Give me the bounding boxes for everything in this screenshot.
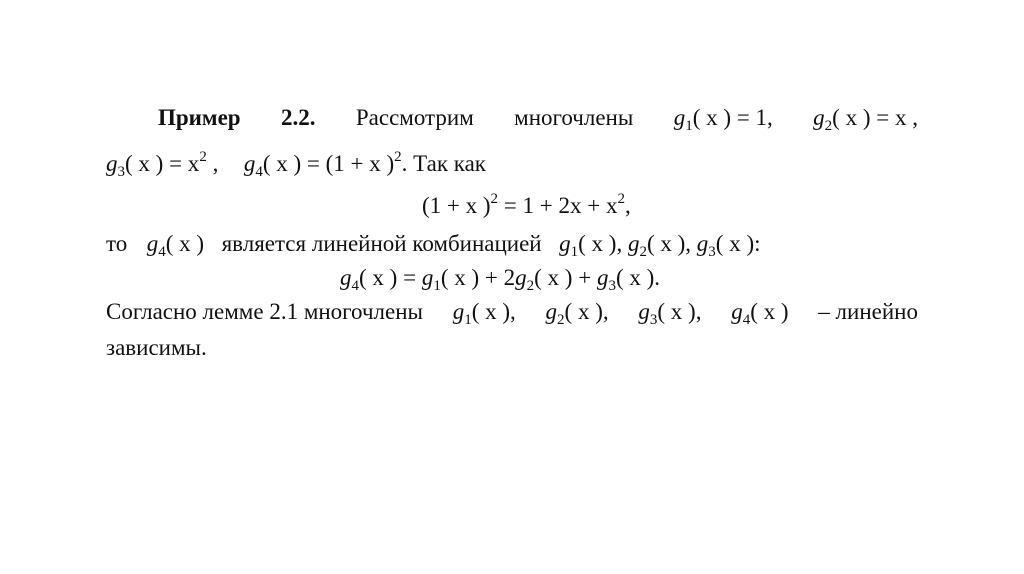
statement-middle: является линейной комбинацией: [221, 231, 542, 256]
g2-definition: $g_2$( x ) = x ,: [813, 105, 918, 134]
dependent-text: зависимы.: [106, 335, 207, 360]
statement-prefix: то: [106, 231, 128, 256]
conclusion-line-1: [106, 298, 918, 326]
conclusion-line-2: [106, 334, 207, 362]
conclusion-text: Согласно лемме 2.1 многочлены: [106, 299, 423, 324]
g3-symbol: $g_3$( x ):: [696, 231, 761, 260]
g3-ref: $g_3$( x ),: [638, 299, 702, 328]
g1-definition: $g_1$( x ) = 1,: [673, 105, 773, 134]
identity-formula: (1 + x )$^2 = 1 + 2x + x^2$,: [422, 191, 631, 218]
g4-definition: $g_4$( x ) = (1 + x )$^2$: [243, 149, 402, 180]
g1-ref: $g_1$( x ),: [452, 299, 516, 328]
g2-ref: $g_2$( x ),: [545, 299, 609, 328]
since-text: . Так как: [401, 151, 486, 176]
polynomials-word: многочлены: [514, 105, 634, 130]
g1-symbol: $g_1$( x ),: [559, 231, 623, 260]
linearly-text: – линейно: [818, 299, 918, 324]
example-line-1: [158, 104, 918, 132]
combination-formula: $g_4$( x ) = $g_1$( x ) + $2g_2$( x ) + $g_3$( x ).: [340, 265, 661, 294]
example-number: 2.2.: [281, 105, 316, 130]
g3-definition: $g_3$( x ) = $x^2$ ,: [106, 149, 219, 180]
statement-line: [106, 230, 761, 258]
example-heading: Пример: [158, 105, 241, 130]
lead-word: Рассмотрим: [355, 105, 474, 130]
g4-symbol: $g_4$( x ): [146, 231, 205, 260]
g4-ref: $g_4$( x ): [731, 299, 789, 328]
example-line-2: [106, 150, 486, 178]
g2-symbol: $g_2$( x ),: [627, 231, 692, 260]
